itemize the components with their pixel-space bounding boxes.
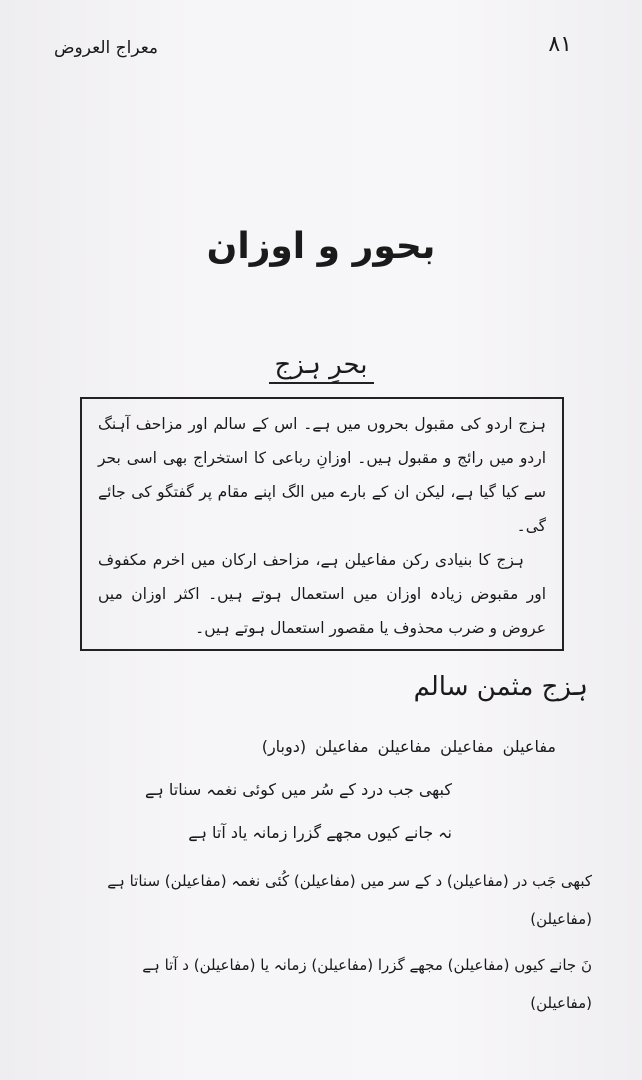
- verse-line: نہ جانے کیوں مجھے گزرا زمانہ یاد آتا ہے: [188, 823, 452, 842]
- verse-line: کبھی جب درد کے سُر میں کوئی نغمہ سناتا ہے: [145, 780, 452, 799]
- section-title-text: بحرِ ہزج: [269, 350, 374, 384]
- scansion-tail: (مفاعیلن): [530, 994, 592, 1012]
- scansion-tail: (مفاعیلن): [530, 910, 592, 928]
- intro-paragraph: ہزج کا بنیادی رکن مفاعیلن ہے، مزاحف ارکان میں اخرم مکفوف اور مقبوض زیادہ اوزان میں استعمال ہوتے ہیں۔ اکثر اوزان میں عروض و ضرب محذوف یا مقصور استعمال ہوتے ہیں۔: [98, 551, 546, 637]
- page-number: ٨١: [548, 32, 572, 57]
- chapter-title: بحور و اوزان: [206, 226, 436, 267]
- subsection-title: ہزج مثمن سالم: [413, 672, 588, 702]
- scansion-block: [52, 862, 592, 938]
- intro-paragraph: ہزج اردو کی مقبول بحروں میں ہے۔ اس کے سالم اور مزاحف آہنگ اردو میں رائج و مقبول ہیں۔ اوزانِ رباعی کا استخراج بھی اسی بحر سے کیا گیا ہے، لیکن ان کے بارے میں الگ اپنے مقام پر گفتگو کی جائے گی۔: [98, 415, 546, 535]
- scansion-line: کبھی جَب در (مفاعیلن) د کے سر میں (مفاعیلن) کُئی نغمہ (مفاعیلن) سناتا ہے: [107, 872, 592, 890]
- intro-box: [80, 397, 564, 651]
- meter-pattern: مفاعیلن مفاعیلن مفاعیلن مفاعیلن (دوبار): [261, 737, 556, 756]
- scansion-block: [52, 946, 592, 1022]
- section-title: [0, 350, 642, 380]
- scansion-line: نَ جانے کیوں (مفاعیلن) مجھے گزرا (مفاعیلن) زمانہ یا (مفاعیلن) د آتا ہے: [142, 956, 592, 974]
- running-title: معراج العروض: [54, 38, 159, 58]
